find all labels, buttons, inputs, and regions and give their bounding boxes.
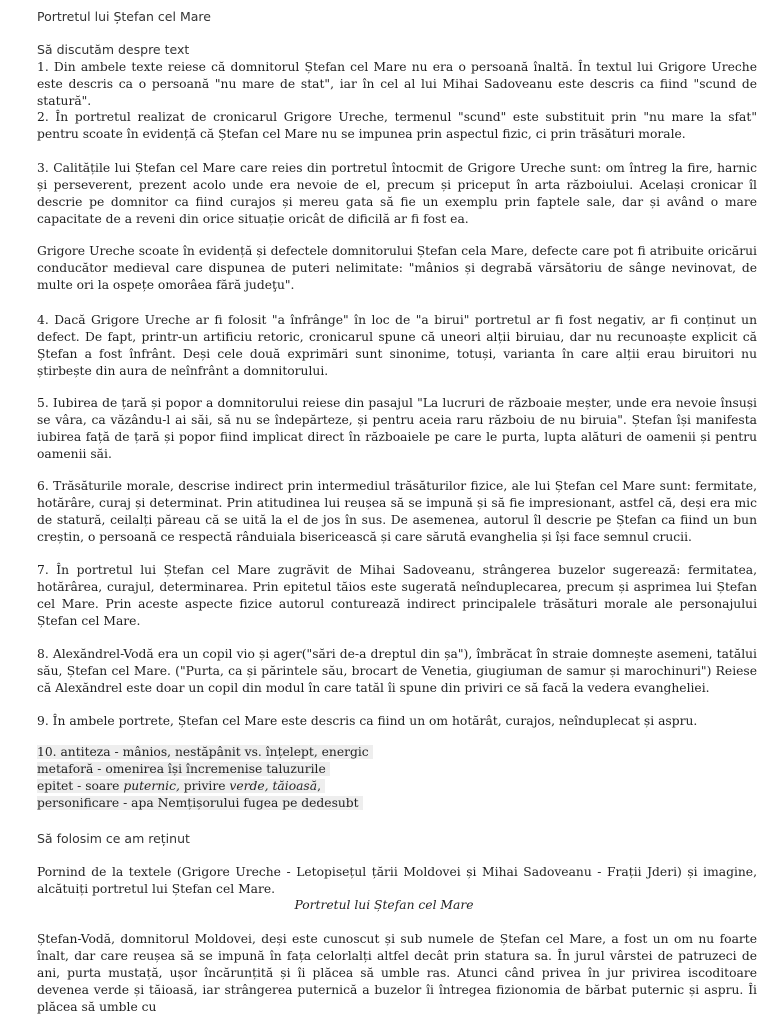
figure-personification: personificare - apa Nemțișorului fugea pe dedesubt [37, 796, 363, 810]
answer-4: 4. Dacă Grigore Ureche ar fi folosit "a înfrânge" în loc de "a birui" portretul ar fi fost negativ, ar fi conținut un defect. De fapt, printr-un artificiu retoric, cronicarul spune că uneori alții biruiau, dar nu recunoaște explicit că Ștefan a fost înfrânt. Deși cele două exprimări sunt sinonime, totuși, varianta în care alții erau biruitori nu știrbește din aura de neînfrânt a domnitorului. [37, 313, 757, 378]
answer-3-defects: Grigore Ureche scoate în evidență și defectele domnitorului Ștefan cela Mare, defecte care pot fi atribuite oricărui conducător medieval care dispunea de puteri nelimitate: "mânios și degrabă vărsătoriu de sânge nevinovat, de multe ori la ospețe omorâea fără judeţu". [37, 244, 757, 292]
figure-antithesis: 10. antiteza - mânios, nestăpânit vs. înțelept, energic [37, 745, 373, 759]
task-text: Pornind de la textele (Grigore Ureche - Letopisețul țării Moldovei și Mihai Sadoveanu - Frații Jderi) și imagine, alcătuiți portretul lui Ștefan cel Mare. [37, 865, 757, 896]
page-title: Portretul lui Ștefan cel Mare [37, 9, 211, 24]
figures-of-speech [37, 744, 373, 812]
answer-3: 3. Calitățile lui Ștefan cel Mare care reies din portretul întocmit de Grigore Ureche sunt: om întreg la fire, harnic și perseverent, prezent acolo unde era nevoie de el, precum și priceput în arta războiului. Același cronicar îl descrie pe domnitor ca fiind curajos și mereu gata să fie un exemplu prin faptele sale, dar și având o mare capacitate de a reveni din orice situație oricât de dificilă ar fi fost ea. [37, 161, 757, 226]
answer-5: 5. Iubirea de țară și popor a domnitorului reiese din pasajul "La lucruri de războaie meșter, unde era nevoie însuși se vâra, ca văzându-l ai săi, să nu se îndepărteze, și pentru aceia raru războiu de nu biruia". Ștefan își manifesta iubirea față de țară și popor fiind implicat direct în războaiele pe care le purta, lupta alături de oamenii și pentru oamenii săi. [37, 396, 757, 461]
figure-metaphor: metaforă - omenirea își încremenise taluzurile [37, 762, 330, 776]
answer-7: 7. În portretul lui Ștefan cel Mare zugrăvit de Mihai Sadoveanu, strângerea buzelor sugerează: fermitatea, hotărârea, curajul, determinarea. Prin epitetul tăios este sugerată neînduplecarea, precum și asprimea lui Ștefan cel Mare. Prin aceste aspecte fizice autorul conturează indirect principalele trăsături morale ale personajului Ștefan cel Mare. [37, 563, 757, 628]
answer-1: 1. Din ambele texte reiese că domnitorul Ștefan cel Mare nu era o persoană înaltă. În textul lui Grigore Ureche este descris ca o persoană "nu mare de stat", iar în cel al lui Mihai Sadoveanu este descris ca fiind "scund de statură". [37, 60, 757, 108]
answer-2: 2. În portretul realizat de cronicarul Grigore Ureche, termenul "scund" este substituit prin "nu mare la sfat" pentru scoate în evidență că Ștefan cel Mare nu se impunea prin aspectul fizic, ci prin trăsături morale. [37, 110, 757, 141]
essay-body: Ștefan-Vodă, domnitorul Moldovei, deși este cunoscut și sub numele de Ștefan cel Mare, a fost un om nu foarte înalt, dar care reușea să se impună în fața celorlalți altfel decât prin statura sa. În jurul vârstei de patruzeci de ani, purta mustață, ușor încărunțită și îi plăcea să umble ras. Atunci când privea în jur privirea iscoditoare devenea verde și tăioasă, iar strângerea puternică a buzelor îi întregea fizionomia de bărbat puternic și aspru. Îi plăcea să umble cu [37, 932, 757, 1014]
use-heading: Să folosim ce am reținut [37, 831, 190, 846]
answer-9: 9. În ambele portrete, Ștefan cel Mare este descris ca fiind un om hotărât, curajos, neînduplecat și aspru. [37, 714, 698, 728]
answer-8: 8. Alexăndrel-Vodă era un copil vio și ager("sări de-a dreptul din șa"), îmbrăcat în straie domnește asemeni, tatălui său, Ștefan cel Mare. ("Purta, ca și părintele său, brocart de Venetia, giugiuman de samur și marochinuri") Reiese că Alexăndrel este doar un copil din modul în care tatăl îi spune din priviri ce să facă la vedera evangheliei. [37, 647, 757, 695]
answer-6: 6. Trăsăturile morale, descrise indirect prin intermediul trăsăturilor fizice, ale lui Ștefan cel Mare sunt: fermitate, hotărâre, curaj și determinat. Prin atitudinea lui reușea să se impună și să fie impresionant, astfel că, deși era mic de statură, ceilalți păreau că se uită la el de jos în sus. De asemenea, autorul îl descrie pe Ștefan ca fiind un bun creștin, o persoană ce respectă rânduiala bisericească și care sărută evanghelia și își face semnul crucii. [37, 479, 757, 544]
figure-epithet: epitet - soare puternic, privire verde, tăioasă, [37, 779, 325, 793]
discuss-heading: Să discutăm despre text [37, 42, 190, 57]
essay-title: Portretul lui Ștefan cel Mare [294, 898, 474, 912]
